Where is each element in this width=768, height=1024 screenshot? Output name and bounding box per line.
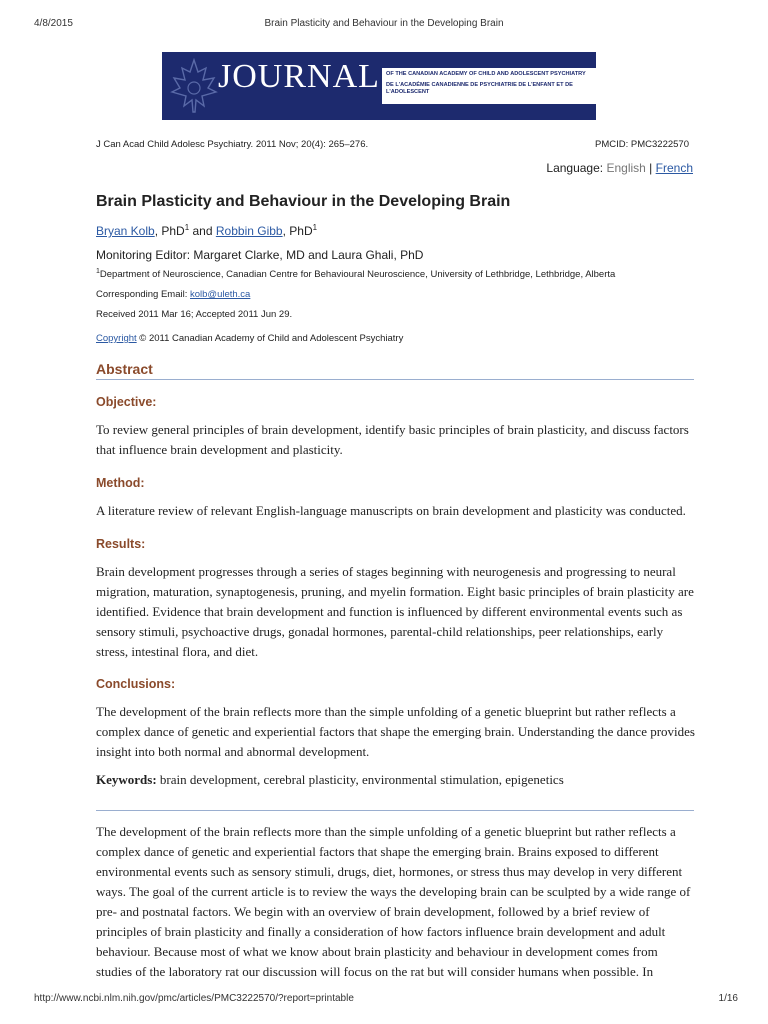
keywords-label: Keywords:	[96, 772, 157, 787]
language-current: English	[606, 161, 646, 175]
author-link-gibb[interactable]: Robbin Gibb	[215, 224, 283, 238]
author-conjunction: and	[189, 224, 216, 238]
journal-subtitle-box	[382, 68, 596, 104]
language-separator: |	[649, 161, 653, 175]
citation: J Can Acad Child Adolesc Psychiatry. 2011 Nov; 20(4): 265–276.	[96, 139, 369, 150]
print-date: 4/8/2015	[34, 18, 73, 29]
pmcid: PMCID: PMC3222570	[595, 139, 689, 150]
language-switcher	[546, 161, 693, 175]
method-heading: Method:	[96, 476, 145, 490]
journal-subtitle-fr: DE L'ACADÉMIE CANADIENNE DE PSYCHIATRIE DE L'ENFANT ET DE L'ADOLESCENT	[386, 82, 573, 95]
results-heading: Results:	[96, 537, 146, 551]
copyright-link[interactable]: Copyright	[96, 333, 137, 344]
section-divider	[96, 810, 694, 811]
affiliation-marker: 1	[96, 268, 100, 275]
affiliation-text: Department of Neuroscience, Canadian Centre for Behavioural Neuroscience, University of Lethbridge, Lethbridge, Alberta	[99, 269, 616, 281]
received-dates: Received 2011 Mar 16; Accepted 2011 Jun 29.	[96, 309, 293, 320]
corresponding-email	[96, 289, 250, 300]
keywords-list: brain development, cerebral plasticity, environmental stimulation, epigenetics	[156, 772, 564, 787]
journal-banner[interactable]	[162, 52, 596, 120]
language-label: Language:	[546, 161, 604, 175]
copyright-text: © 2011 Canadian Academy of Child and Adolescent Psychiatry	[136, 333, 404, 344]
print-footer-url: http://www.ncbi.nlm.nih.gov/pmc/articles/PMC3222570/?report=printable	[34, 993, 354, 1004]
affiliation-marker: 1	[312, 223, 318, 232]
copyright-line	[96, 333, 403, 344]
abstract-heading: Abstract	[96, 361, 694, 380]
maple-leaf-icon	[168, 56, 220, 116]
author-list	[96, 223, 317, 238]
affiliation-marker: 1	[184, 223, 190, 232]
keywords	[96, 770, 696, 790]
journal-subtitle-en: OF THE CANADIAN ACADEMY OF CHILD AND ADOLESCENT PSYCHIATRY	[386, 71, 586, 77]
print-page-number: 1/16	[718, 993, 738, 1004]
language-french-link[interactable]: French	[655, 161, 693, 175]
affiliation	[96, 268, 615, 280]
journal-wordmark: JOURNAL	[218, 58, 380, 95]
email-link[interactable]: kolb@uleth.ca	[190, 289, 251, 300]
author-link-kolb[interactable]: Bryan Kolb	[96, 224, 155, 238]
author-suffix: , PhD	[154, 224, 185, 238]
author-suffix: , PhD	[282, 224, 313, 238]
conclusions-text: The development of the brain reflects more than the simple unfolding of a genetic blueprint but rather reflects a complex dance of genetic and experiential factors that shape the emerging brain. Understanding the dance provides insight into both normal and abnormal development.	[96, 704, 695, 759]
results-text: Brain development progresses through a series of stages beginning with neurogenesis and progressing to neural migration, maturation, synaptogenesis, pruning, and myelin formation. Eight basic principles of brain plasticity are identified. Evidence that brain development and function is influenced by different environmental events such as sensory stimuli, psychoactive drugs, gonadal hormones, parental-child relationships, peer relationships, early stress, intestinal flora, and diet.	[96, 564, 694, 659]
print-page-title: Brain Plasticity and Behaviour in the Developing Brain	[264, 18, 504, 29]
corresponding-label: Corresponding Email:	[96, 289, 190, 300]
method-text: A literature review of relevant English-language manuscripts on brain development and plasticity was conducted.	[96, 503, 686, 518]
conclusions-heading: Conclusions:	[96, 677, 176, 691]
body-paragraph: The development of the brain reflects more than the simple unfolding of a genetic blueprint but rather reflects a complex dance of genetic and experiential factors that shape the emerging brain. Brains exposed to different environmental events such as sensory stimuli, drugs, diet, hormones, or stress thus may develop in very different ways. The goal of the current article is to review the ways the developing brain can be sculpted by a wide range of pre- and postnatal factors. We begin with an overview of brain development, followed by a brief review of principles of brain plasticity and finally a consideration of how factors influence brain development and adult behaviour. Because most of what we know about brain plasticity and behaviour in development comes from studies of the laboratory rat our discussion will focus on the rat but will consider humans when possible. In	[96, 824, 691, 979]
objective-text: To review general principles of brain development, identify basic principles of brain plasticity, and discuss factors that influence brain development and plasticity.	[96, 422, 689, 457]
monitoring-editor: Monitoring Editor: Margaret Clarke, MD and Laura Ghali, PhD	[96, 248, 424, 262]
article-title: Brain Plasticity and Behaviour in the Developing Brain	[96, 193, 511, 210]
objective-heading: Objective:	[96, 395, 157, 409]
